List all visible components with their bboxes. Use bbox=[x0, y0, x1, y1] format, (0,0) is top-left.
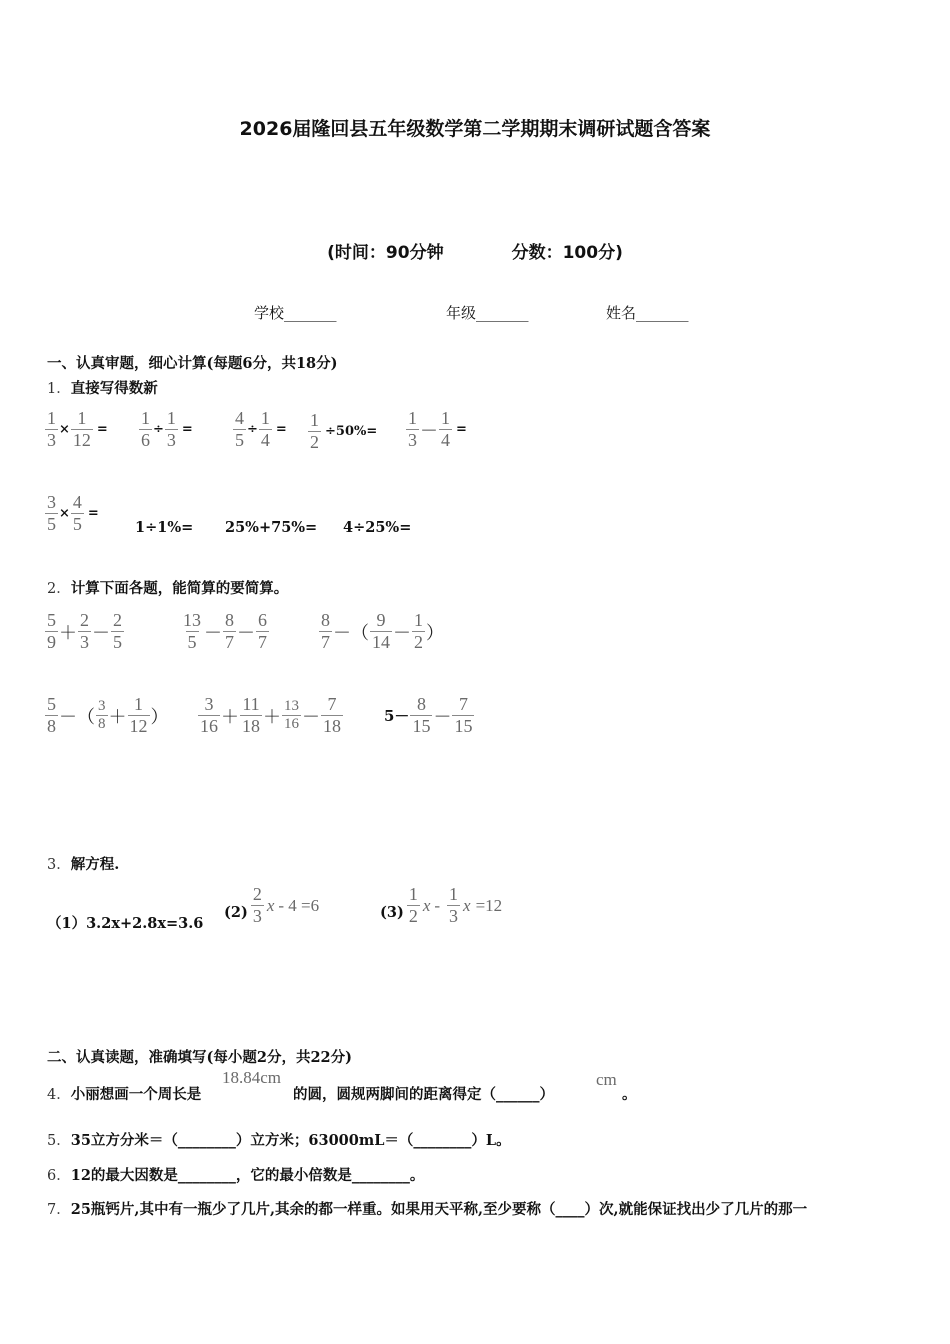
expr-1-9: 4÷25%= bbox=[343, 519, 412, 536]
expr-2-3 bbox=[318, 610, 444, 653]
fraction: $\frac{5}{8}$ bbox=[47, 694, 56, 736]
paren: ） bbox=[150, 706, 169, 727]
operator: －（ bbox=[59, 706, 95, 727]
expr-2-2 bbox=[180, 610, 270, 653]
page-title: 2026届隆回县五年级数学第二学期期末调研试题含答案 bbox=[239, 118, 711, 140]
operator: ÷ bbox=[247, 422, 258, 437]
fraction: $\frac{1}{6}$ bbox=[141, 408, 150, 450]
fraction: $\frac{3}{5}$ bbox=[47, 492, 56, 534]
fraction: $\frac{1}{12}$ bbox=[72, 408, 91, 450]
question-5 bbox=[47, 1129, 511, 1150]
question-text: 35立方分米＝（________）立方米；63000mL＝（________）L。 bbox=[70, 1132, 511, 1149]
fraction: $\frac{6}{7}$ bbox=[258, 610, 267, 652]
paren: ） bbox=[426, 622, 444, 643]
variable: x bbox=[463, 895, 471, 915]
fraction: $\frac{9}{14}$ bbox=[372, 610, 390, 652]
circumference-value: 18.84cm bbox=[222, 1068, 282, 1087]
question-label: 解方程. bbox=[70, 856, 120, 873]
expr-1-7: 1÷1%= bbox=[135, 519, 194, 536]
fraction: $\frac{1}{2}$ bbox=[408, 884, 418, 926]
operator: ÷ bbox=[153, 422, 164, 437]
expr-2-4 bbox=[44, 694, 169, 737]
fraction: $\frac{1}{3}$ bbox=[166, 408, 176, 450]
expr-1-2 bbox=[138, 408, 193, 451]
operator: － bbox=[420, 420, 438, 441]
question-7 bbox=[47, 1198, 807, 1219]
section-1-heading: 一、认真审题，细心计算(每题6分，共18分) bbox=[47, 355, 338, 372]
expr-1-6 bbox=[44, 492, 99, 535]
variable: x bbox=[422, 895, 431, 915]
question-4-end: 。 bbox=[622, 1086, 637, 1103]
expr-1-5 bbox=[405, 408, 467, 451]
fraction: $\frac{1}{3}$ bbox=[47, 408, 56, 450]
question-text: 25瓶钙片,其中有一瓶少了几片,其余的都一样重。如果用天平称,至少要称（____）次,就能保证找出少了几片的那一 bbox=[70, 1201, 808, 1218]
question-4 bbox=[47, 1083, 201, 1104]
fraction: $\frac{7}{18}$ bbox=[323, 694, 341, 736]
expr-2-5 bbox=[197, 694, 344, 737]
equals: = bbox=[96, 422, 108, 437]
expr-2-1 bbox=[44, 610, 125, 653]
question-number: 6． bbox=[47, 1168, 71, 1184]
equals: = bbox=[456, 422, 467, 437]
fraction: $\frac{1}{3}$ bbox=[449, 884, 459, 926]
operator: － bbox=[393, 622, 411, 643]
equation-1: （1）3.2x+2.8x=3.6 bbox=[47, 915, 204, 932]
fraction: $\frac{13}{16}$ bbox=[284, 698, 299, 732]
fraction: $\frac{3}{16}$ bbox=[200, 694, 218, 736]
question-2 bbox=[47, 577, 288, 598]
question-label: 计算下面各题，能简算的要简算。 bbox=[70, 580, 289, 597]
question-3 bbox=[47, 853, 119, 874]
fraction: $\frac{13}{5}$ bbox=[183, 610, 201, 652]
fraction: $\frac{1}{2}$ bbox=[310, 410, 319, 452]
fraction: $\frac{3}{8}$ bbox=[98, 698, 106, 732]
expr-1-4 bbox=[307, 410, 377, 453]
section-2-heading: 二、认真读题，准确填写(每小题2分，共22分) bbox=[47, 1049, 352, 1066]
fraction: $\frac{2}{3}$ bbox=[252, 884, 262, 926]
fraction: $\frac{4}{5}$ bbox=[72, 492, 82, 534]
fraction: $\frac{11}{18}$ bbox=[242, 694, 260, 736]
question-number: 5． bbox=[47, 1133, 71, 1149]
question-4-continued: 的圆，圆规两脚间的距离得定（______） bbox=[293, 1086, 554, 1103]
question-number: 4． bbox=[47, 1087, 71, 1103]
variable: x bbox=[266, 895, 275, 915]
equation-label: (3) bbox=[380, 904, 404, 921]
expr-1-1 bbox=[44, 408, 108, 451]
operator: ＋ bbox=[59, 622, 77, 643]
equals: = bbox=[275, 422, 287, 437]
fraction: $\frac{1}{2}$ bbox=[414, 610, 423, 652]
operator: × bbox=[59, 422, 70, 437]
question-number: 7． bbox=[47, 1202, 71, 1218]
question-6 bbox=[47, 1164, 424, 1185]
question-label: 直接写得数新 bbox=[70, 380, 158, 397]
fraction: $\frac{8}{7}$ bbox=[321, 610, 330, 652]
expr-2-6 bbox=[384, 694, 475, 737]
fraction: $\frac{1}{4}$ bbox=[441, 408, 450, 450]
operator: － bbox=[433, 706, 452, 727]
question-text: 小丽想画一个周长是 bbox=[70, 1086, 202, 1103]
operator: ＋ bbox=[221, 706, 239, 727]
operator: ÷50%= bbox=[325, 424, 378, 439]
fraction: $\frac{1}{3}$ bbox=[408, 408, 417, 450]
question-1 bbox=[47, 377, 158, 398]
equation-2 bbox=[224, 884, 319, 927]
lead-term: 5－ bbox=[384, 707, 410, 725]
equals: = bbox=[87, 506, 99, 521]
operator: －（ bbox=[333, 622, 369, 643]
question-number: 3． bbox=[47, 857, 71, 873]
operator: － bbox=[204, 622, 222, 643]
expr-1-3 bbox=[232, 408, 287, 451]
grade-field: 年级_______ bbox=[446, 304, 529, 322]
fraction: $\frac{1}{12}$ bbox=[129, 694, 148, 736]
fraction: $\frac{4}{5}$ bbox=[235, 408, 244, 450]
operator: － bbox=[237, 622, 255, 643]
expr-1-8: 25%+75%= bbox=[225, 519, 318, 536]
operator: - bbox=[434, 895, 441, 915]
equation-label: (2) bbox=[224, 904, 248, 921]
question-number: 1． bbox=[47, 381, 71, 397]
operator: － bbox=[302, 706, 320, 727]
question-number: 2． bbox=[47, 581, 71, 597]
operator: ＋ bbox=[108, 706, 127, 727]
fraction: $\frac{5}{9}$ bbox=[47, 610, 56, 652]
equals: = bbox=[181, 422, 193, 437]
fraction: $\frac{8}{15}$ bbox=[412, 694, 431, 736]
name-field: 姓名_______ bbox=[606, 304, 689, 322]
school-field: 学校_______ bbox=[254, 304, 337, 322]
equation-rest: - 4 =6 bbox=[278, 895, 320, 915]
fraction: $\frac{2}{5}$ bbox=[113, 610, 122, 652]
fraction: $\frac{2}{3}$ bbox=[80, 610, 89, 652]
unit-label: cm bbox=[596, 1070, 617, 1089]
equation-rest: =12 bbox=[475, 895, 503, 915]
fraction: $\frac{1}{4}$ bbox=[260, 408, 270, 450]
fraction: $\frac{8}{7}$ bbox=[225, 610, 234, 652]
fraction: $\frac{7}{15}$ bbox=[454, 694, 473, 736]
operator: － bbox=[92, 622, 110, 643]
exam-info: (时间：90分钟 分数：100分) bbox=[327, 243, 623, 263]
question-text: 12的最大因数是________，它的最小倍数是________。 bbox=[70, 1167, 425, 1184]
equation-3 bbox=[380, 884, 502, 927]
operator: × bbox=[59, 506, 70, 521]
operator: ＋ bbox=[263, 706, 281, 727]
